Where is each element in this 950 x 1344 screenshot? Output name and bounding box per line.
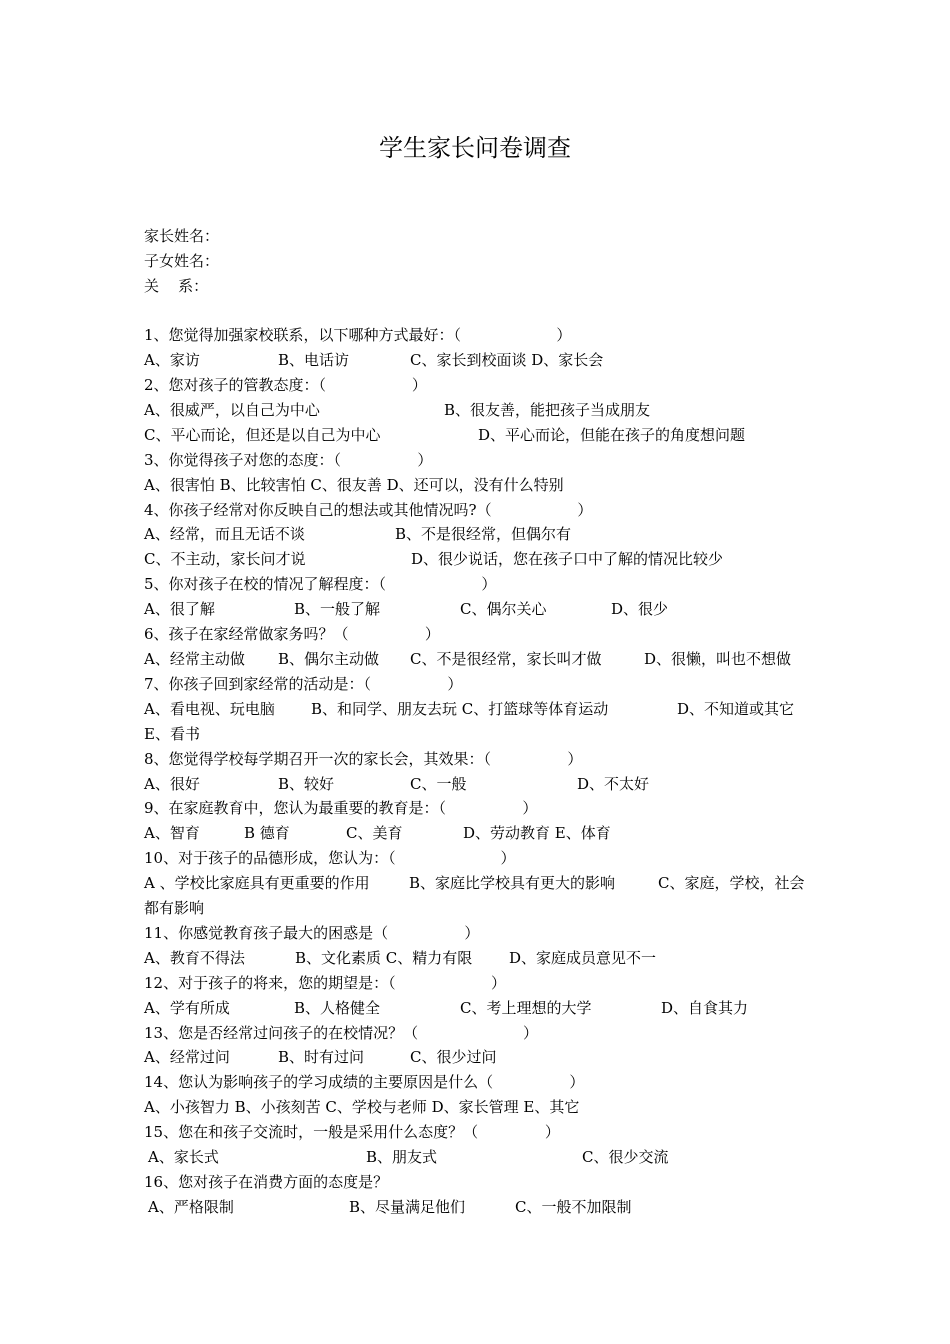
option: D、很懒，叫也不想做 xyxy=(644,650,792,668)
question-4: 4、你孩子经常对你反映自己的想法或其他情况吗?（ ） xyxy=(144,501,593,519)
options-3 xyxy=(144,473,564,498)
option: B、尽量满足他们 xyxy=(349,1198,466,1216)
options-15 xyxy=(144,1145,669,1170)
options-12 xyxy=(144,996,749,1021)
relation-label: 关 系： xyxy=(144,277,209,295)
option: C、不主动，家长问才说 xyxy=(144,550,306,568)
option: C、很少过问 xyxy=(410,1048,497,1066)
options-1 xyxy=(144,348,604,373)
question-3: 3、你觉得孩子对您的态度：（ ） xyxy=(144,451,433,469)
option: D、劳动教育 E、体育 xyxy=(463,824,611,842)
question-10: 10、对于孩子的品德形成，您认为：（ ） xyxy=(144,849,516,867)
option: B、和同学、朋友去玩 C、打篮球等体育运动 xyxy=(311,700,609,718)
option: B、一般了解 xyxy=(294,600,381,618)
option: B、家庭比学校具有更大的影响 xyxy=(409,874,616,892)
option: A、很了解 xyxy=(144,600,215,618)
question-9: 9、在家庭教育中，您认为最重要的教育是：（ ） xyxy=(144,799,538,817)
option: C、平心而论，但还是以自己为中心 xyxy=(144,426,381,444)
options-10b xyxy=(144,896,205,921)
option: D、很少 xyxy=(611,600,669,618)
option: C、家长到校面谈 D、家长会 xyxy=(410,351,604,369)
option: 都有影响 xyxy=(144,899,205,917)
question-12: 12、对于孩子的将来，您的期望是：（ ） xyxy=(144,974,506,992)
options-9 xyxy=(144,821,611,846)
option: A、经常，而且无话不谈 xyxy=(144,525,305,543)
options-6 xyxy=(144,647,792,672)
option: D、家庭成员意见不一 xyxy=(509,949,657,967)
option: D、自食其力 xyxy=(661,999,749,1017)
options-7 xyxy=(144,697,795,722)
options-4b xyxy=(144,547,724,572)
parent-name-label: 家长姓名： xyxy=(144,227,220,245)
option: A、家访 xyxy=(144,351,200,369)
option: C、偶尔关心 xyxy=(460,600,547,618)
option: D、不太好 xyxy=(577,775,650,793)
option: A、很威严，以自己为中心 xyxy=(144,401,320,419)
options-8 xyxy=(144,772,650,797)
option: B 德育 xyxy=(244,824,290,842)
option: C、很少交流 xyxy=(582,1148,669,1166)
option: B、很友善，能把孩子当成朋友 xyxy=(444,401,651,419)
option: A 、学校比家庭具有更重要的作用 xyxy=(144,874,370,892)
options-10 xyxy=(144,871,805,896)
option: A、严格限制 xyxy=(148,1198,234,1216)
option: C、家庭，学校，社会 xyxy=(658,874,805,892)
option: B、较好 xyxy=(278,775,335,793)
option: A、经常主动做 xyxy=(144,650,245,668)
child-name-label: 子女姓名： xyxy=(144,252,220,270)
option: B、不是很经常，但偶尔有 xyxy=(395,525,572,543)
option: C、一般不加限制 xyxy=(515,1198,632,1216)
question-16: 16、您对孩子在消费方面的态度是？ xyxy=(144,1173,389,1191)
option: B、电话访 xyxy=(278,351,350,369)
option: B、时有过问 xyxy=(278,1048,365,1066)
option: A、家长式 xyxy=(148,1148,219,1166)
question-2: 2、您对孩子的管教态度：（ ） xyxy=(144,376,427,394)
option: C、美育 xyxy=(346,824,403,842)
options-13 xyxy=(144,1045,497,1070)
question-14: 14、您认为影响孩子的学习成绩的主要原因是什么（ ） xyxy=(144,1073,585,1091)
option: C、不是很经常，家长叫才做 xyxy=(410,650,602,668)
options-4 xyxy=(144,522,572,547)
option: A、很好 xyxy=(144,775,200,793)
question-1: 1、您觉得加强家校联系，以下哪种方式最好：（ ） xyxy=(144,326,572,344)
option: A、学有所成 xyxy=(144,999,230,1017)
option: D、不知道或其它 xyxy=(677,700,795,718)
option: A、看电视、玩电脑 xyxy=(144,700,275,718)
options-2b xyxy=(144,423,746,448)
options-11 xyxy=(144,946,657,971)
question-15: 15、您在和孩子交流时，一般是采用什么态度？（ ） xyxy=(144,1123,560,1141)
option: C、考上理想的大学 xyxy=(460,999,592,1017)
option: D、平心而论，但能在孩子的角度想问题 xyxy=(478,426,746,444)
option: D、很少说话，您在孩子口中了解的情况比较少 xyxy=(411,550,724,568)
options-5 xyxy=(144,597,669,622)
option: A、经常过问 xyxy=(144,1048,230,1066)
question-7: 7、你孩子回到家经常的活动是：（ ） xyxy=(144,675,463,693)
question-6: 6、孩子在家经常做家务吗？（ ） xyxy=(144,625,440,643)
options-16 xyxy=(144,1195,632,1220)
option: B、人格健全 xyxy=(294,999,381,1017)
question-5: 5、你对孩子在校的情况了解程度：（ ） xyxy=(144,575,497,593)
question-11: 11、你感觉教育孩子最大的困惑是（ ） xyxy=(144,924,480,942)
option: B、偶尔主动做 xyxy=(278,650,380,668)
option: A、小孩智力 B、小孩刻苦 C、学校与老师 D、家长管理 E、其它 xyxy=(144,1098,580,1116)
options-2 xyxy=(144,398,651,423)
options-7b xyxy=(144,722,200,747)
option: C、一般 xyxy=(410,775,467,793)
option: E、看书 xyxy=(144,725,200,743)
question-8: 8、您觉得学校每学期召开一次的家长会，其效果：（ ） xyxy=(144,750,583,768)
option: A、很害怕 B、比较害怕 C、很友善 D、还可以，没有什么特别 xyxy=(144,476,564,494)
option: A、智育 xyxy=(144,824,200,842)
option: B、文化素质 C、精力有限 xyxy=(295,949,473,967)
options-14 xyxy=(144,1095,580,1120)
option: A、教育不得法 xyxy=(144,949,245,967)
page-title: 学生家长问卷调查 xyxy=(379,134,571,162)
option: B、朋友式 xyxy=(366,1148,438,1166)
question-13: 13、您是否经常过问孩子的在校情况？（ ） xyxy=(144,1024,538,1042)
